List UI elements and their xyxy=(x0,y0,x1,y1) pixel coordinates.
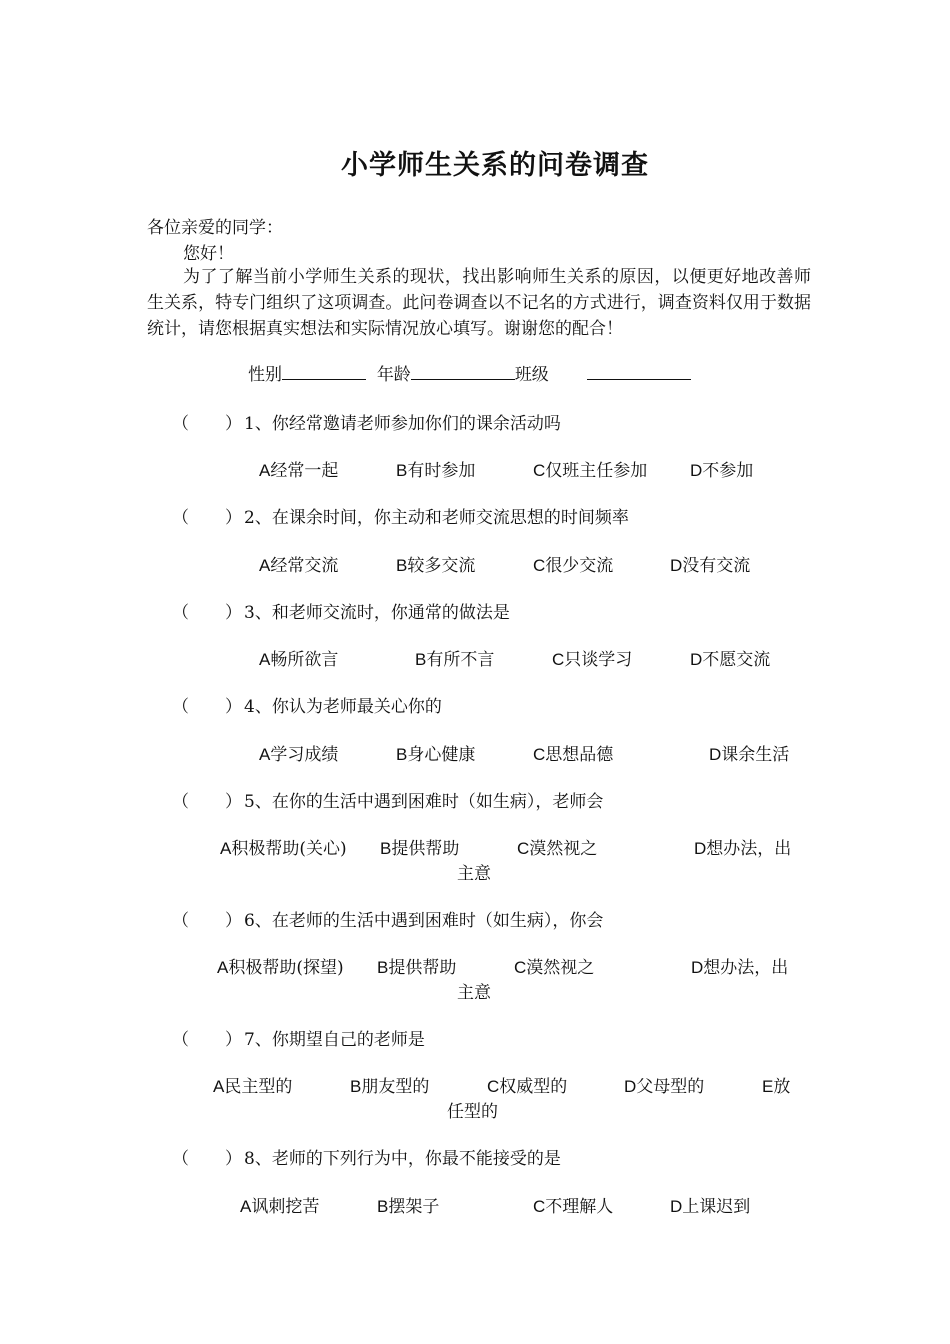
question-5 xyxy=(172,787,603,812)
answer-paren-close: ） xyxy=(225,414,242,434)
answer-paren-open[interactable]: （ xyxy=(172,1030,189,1050)
option-c[interactable]: C很少交流 xyxy=(533,556,614,576)
question-7 xyxy=(172,1025,425,1050)
option-d[interactable]: D不愿交流 xyxy=(690,650,771,670)
question-8 xyxy=(172,1144,561,1169)
question-text: 1、你经常邀请老师参加你们的课余活动吗 xyxy=(244,414,561,434)
option-d-continued: 主意 xyxy=(457,864,491,884)
answer-paren-close: ） xyxy=(225,1149,242,1169)
option-a[interactable]: A畅所欲言 xyxy=(259,650,339,670)
option-c[interactable]: C漠然视之 xyxy=(514,958,595,978)
question-4 xyxy=(172,692,442,717)
answer-paren-open[interactable]: （ xyxy=(172,603,189,623)
greeting: 您好！ xyxy=(183,244,234,264)
answer-paren-close: ） xyxy=(225,697,242,717)
answer-paren-open[interactable]: （ xyxy=(172,697,189,717)
answer-paren-open[interactable]: （ xyxy=(172,911,189,931)
intro-paragraph: 为了了解当前小学师生关系的现状，找出影响师生关系的原因，以便更好地改善师生关系，特专门组织了这项调查。此问卷调查以不记名的方式进行，调查资料仅用于数据统计，请您根据真实想法和实际情况放心填写。谢谢您的配合！ xyxy=(147,267,811,339)
answer-paren-open[interactable]: （ xyxy=(172,414,189,434)
question-text: 3、和老师交流时，你通常的做法是 xyxy=(244,603,510,623)
question-text: 8、老师的下列行为中，你最不能接受的是 xyxy=(244,1149,561,1169)
option-d[interactable]: D不参加 xyxy=(690,461,754,481)
answer-paren-close: ） xyxy=(225,603,242,623)
option-d[interactable]: D想办法，出 xyxy=(694,839,792,859)
option-b[interactable]: B提供帮助 xyxy=(380,839,460,859)
answer-paren-close: ） xyxy=(225,1030,242,1050)
option-c[interactable]: C权威型的 xyxy=(487,1077,568,1097)
age-label: 年龄 xyxy=(376,365,411,385)
option-a[interactable]: A学习成绩 xyxy=(259,745,339,765)
salutation: 各位亲爱的同学： xyxy=(147,218,283,238)
option-a[interactable]: A积极帮助(探望) xyxy=(217,958,344,978)
gender-blank[interactable] xyxy=(282,362,366,380)
option-c[interactable]: C漠然视之 xyxy=(517,839,598,859)
option-b[interactable]: B提供帮助 xyxy=(377,958,457,978)
option-b[interactable]: B有时参加 xyxy=(396,461,476,481)
option-d[interactable]: D上课迟到 xyxy=(670,1197,751,1217)
option-d[interactable]: D想办法，出 xyxy=(691,958,789,978)
option-b[interactable]: B身心健康 xyxy=(396,745,476,765)
question-text: 6、在老师的生活中遇到困难时（如生病），你会 xyxy=(244,911,604,931)
option-c[interactable]: C不理解人 xyxy=(533,1197,614,1217)
question-3 xyxy=(172,598,510,623)
option-a[interactable]: A民主型的 xyxy=(213,1077,293,1097)
option-c[interactable]: C思想品德 xyxy=(533,745,614,765)
class-blank[interactable] xyxy=(587,362,691,380)
answer-paren-close: ） xyxy=(225,508,242,528)
age-blank[interactable] xyxy=(411,362,515,380)
option-a[interactable]: A积极帮助(关心) xyxy=(220,839,347,859)
answer-paren-close: ） xyxy=(225,792,242,812)
answer-paren-close: ） xyxy=(225,911,242,931)
option-c[interactable]: C只谈学习 xyxy=(552,650,633,670)
question-1 xyxy=(172,409,561,434)
option-e[interactable]: E放 xyxy=(762,1077,791,1097)
option-a[interactable]: A讽刺挖苦 xyxy=(240,1197,320,1217)
question-text: 2、在课余时间，你主动和老师交流思想的时间频率 xyxy=(244,508,629,528)
option-d[interactable]: D没有交流 xyxy=(670,556,751,576)
option-b[interactable]: B朋友型的 xyxy=(350,1077,430,1097)
question-6 xyxy=(172,906,603,931)
question-text: 7、你期望自己的老师是 xyxy=(244,1030,425,1050)
option-d-continued: 主意 xyxy=(457,983,491,1003)
option-b[interactable]: B较多交流 xyxy=(396,556,476,576)
option-d[interactable]: D课余生活 xyxy=(709,745,790,765)
answer-paren-open[interactable]: （ xyxy=(172,792,189,812)
option-b[interactable]: B有所不言 xyxy=(415,650,495,670)
question-2 xyxy=(172,503,629,528)
answer-paren-open[interactable]: （ xyxy=(172,508,189,528)
page-title: 小学师生关系的问卷调查 xyxy=(341,150,649,181)
class-label: 班级 xyxy=(514,365,549,385)
question-text: 5、在你的生活中遇到困难时（如生病），老师会 xyxy=(244,792,604,812)
option-e-continued: 任型的 xyxy=(447,1102,498,1122)
option-b[interactable]: B摆架子 xyxy=(377,1197,440,1217)
answer-paren-open[interactable]: （ xyxy=(172,1149,189,1169)
question-text: 4、你认为老师最关心你的 xyxy=(244,697,442,717)
option-a[interactable]: A经常一起 xyxy=(259,461,339,481)
option-c[interactable]: C仅班主任参加 xyxy=(533,461,648,481)
option-d[interactable]: D父母型的 xyxy=(624,1077,705,1097)
gender-label: 性别 xyxy=(248,365,282,385)
option-a[interactable]: A经常交流 xyxy=(259,556,339,576)
respondent-info-line xyxy=(248,360,691,385)
